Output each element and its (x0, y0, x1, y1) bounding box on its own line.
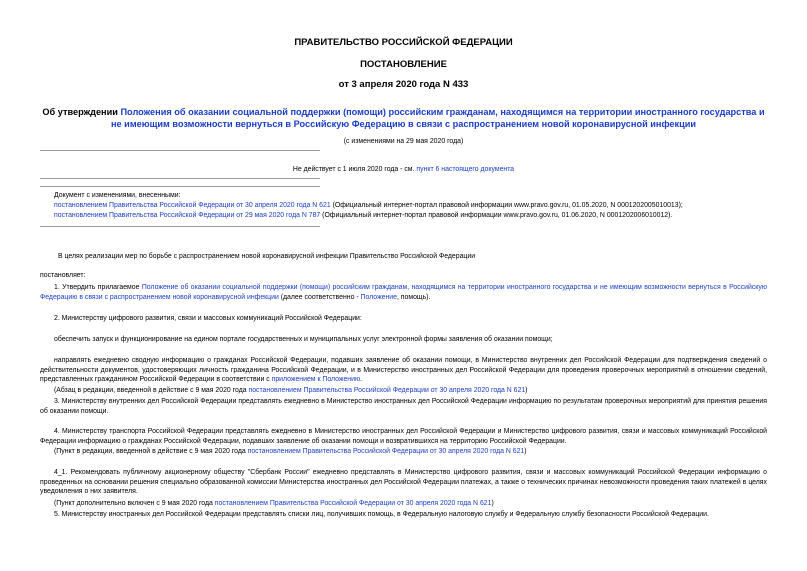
paragraph-1: 1. Утвердить прилагаемое Положение об оказании социальной поддержки (помощи) российским гражданам, находящимся на территории иностранного государства и не имеющим возможности вернуться в Российскую Федерацию в связи с распространением новой коронавирусной инфекции (далее соответственно - Положение, помощь). (40, 284, 768, 301)
amendment-link[interactable]: постановлением Правительства Российской Федерации от 29 мая 2020 года N 787 (54, 212, 321, 219)
decree-word: постановляет: (40, 272, 86, 279)
regulation-short-link[interactable]: Положение (360, 293, 397, 301)
separator-line (40, 178, 320, 179)
amendment-ref-link[interactable]: постановлением Правительства Российской Федерации от 30 апреля 2020 года N 621 (247, 448, 525, 455)
paragraph-2b-note: (Абзац в редакции, введенной в действие с 9 мая 2020 года постановлением Правительства Российской Федерации от 30 апреля 2020 года N 621) (54, 387, 528, 394)
separator-line (40, 226, 320, 227)
amendment-item (54, 201, 774, 211)
government-heading: ПРАВИТЕЛЬСТВО РОССИЙСКОЙ ФЕДЕРАЦИИ (294, 37, 513, 48)
status-link[interactable]: пункт 6 настоящего документа (416, 166, 515, 173)
document-type: ПОСТАНОВЛЕНИЕ (360, 59, 447, 70)
amendment-source: (Официальный интернет-портал правовой информации www.pravo.gov.ru, 01.06.2020, N 0001202006010012). (320, 212, 673, 219)
title-prefix: Об утверждении (42, 107, 121, 117)
document-date: от 3 апреля 2020 года N 433 (338, 79, 469, 90)
paragraph-4-1-note: (Пункт дополнительно включен с 9 мая 2020 года постановлением Правительства Российской Федерации от 30 апреля 2020 года N 621) (54, 500, 494, 507)
paragraph-4-note: (Пункт в редакции, введенной в действие с 9 мая 2020 года постановлением Правительства Российской Федерации от 30 апреля 2020 года N 621) (54, 448, 527, 455)
amendment-source: (Официальный интернет-портал правовой информации www.pravo.gov.ru, 01.05.2020, N 0001202005010013); (330, 202, 683, 209)
amendment-ref-link[interactable]: постановлением Правительства Российской Федерации от 30 апреля 2020 года N 621 (248, 387, 526, 394)
title-link[interactable]: Положения об оказании социальной поддержки (помощи) российским гражданам, находящимся на территории иностранного государства и не имеющим возможности вернуться в Российскую Федерацию в связи с распространением новой коронавирусной инфекции (110, 107, 765, 129)
paragraph-2a: обеспечить запуск и функционирование на едином портале государственных и муниципальных услуг электронной формы заявления об оказании помощи; (54, 336, 553, 343)
separator-line (40, 186, 320, 187)
paragraph-4: 4. Министерству транспорта Российской Федерации представлять ежедневно в Министерство иностранных дел Российской Федерации и Министерство цифрового развития, связи и массовых коммуникаций Российской Федерации информацию о гражданах Российской Федерации, подавших заявление об оказании помощи и возвратившихся на территорию Российской Федерации. (40, 428, 767, 445)
regulation-link[interactable]: Положение об оказании социальной поддержки (помощи) российским гражданам, находящимся на территории иностранного государства и не имеющим возможности вернуться в Российскую Федерацию в связи с распространением новой коронавирусной инфекции (40, 284, 768, 301)
appendix-link[interactable]: приложением к Положению (271, 376, 361, 383)
amendment-item (54, 211, 774, 221)
document-title (40, 106, 767, 130)
intro-paragraph: В целях реализации мер по борьбе с распространением новой коронавирусной инфекции Правительство Российской Федерации (58, 253, 476, 260)
paragraph-5: 5. Министерству иностранных дел Российской Федерации представлять списки лиц, получивших помощь, в Федеральную налоговую службу и Федеральную службу безопасности Российской Федерации. (54, 511, 709, 518)
paragraph-4-1: 4_1. Рекомендовать публичному акционерному обществу "Сбербанк России" ежедневно представлять в Министерство цифрового развития, связи и массовых коммуникаций Российской Федерации информацию о проведенных на основании решения специально образованной комиссии Министерства иностранных дел Российской Федерации платежах, а также о технических причинах невозможности проведения таких платежей в целях уведомления о них заявителя. (40, 469, 767, 495)
separator-line (40, 150, 320, 151)
status-text: Не действует с 1 июля 2020 года - см. (292, 166, 417, 173)
amendments-heading: Документ с изменениями, внесенными: (54, 192, 181, 199)
changes-note: (с изменениями на 29 мая 2020 года) (343, 138, 464, 145)
amendment-ref-link[interactable]: постановлением Правительства Российской Федерации от 30 апреля 2020 года N 621 (214, 500, 492, 507)
paragraph-2: 2. Министерству цифрового развития, связи и массовых коммуникаций Российской Федерации: (54, 315, 362, 322)
amendment-link[interactable]: постановлением Правительства Российской Федерации от 30 апреля 2020 года N 621 (54, 202, 331, 209)
paragraph-3: 3. Министерству внутренних дел Российской Федерации представлять ежедневно в Министерство иностранных дел Российской Федерации информацию по результатам проверочных мероприятий для принятия решения об оказании помощи. (40, 398, 767, 415)
status-note (40, 165, 767, 175)
paragraph-2b: направлять ежедневно сводную информацию о гражданах Российской Федерации, подавших заявление об оказании помощи, в Министерство внутренних дел Российской Федерации для подтверждения сведений о действительности документов, удостоверяющих личность гражданина Российской Федерации, и в Министерство иностранных дел Российской Федерации для проведения проверочных мероприятий в отношении сведений, представленных гражданином Российской Федерации в соответствии с приложением к Положению. (40, 357, 767, 383)
